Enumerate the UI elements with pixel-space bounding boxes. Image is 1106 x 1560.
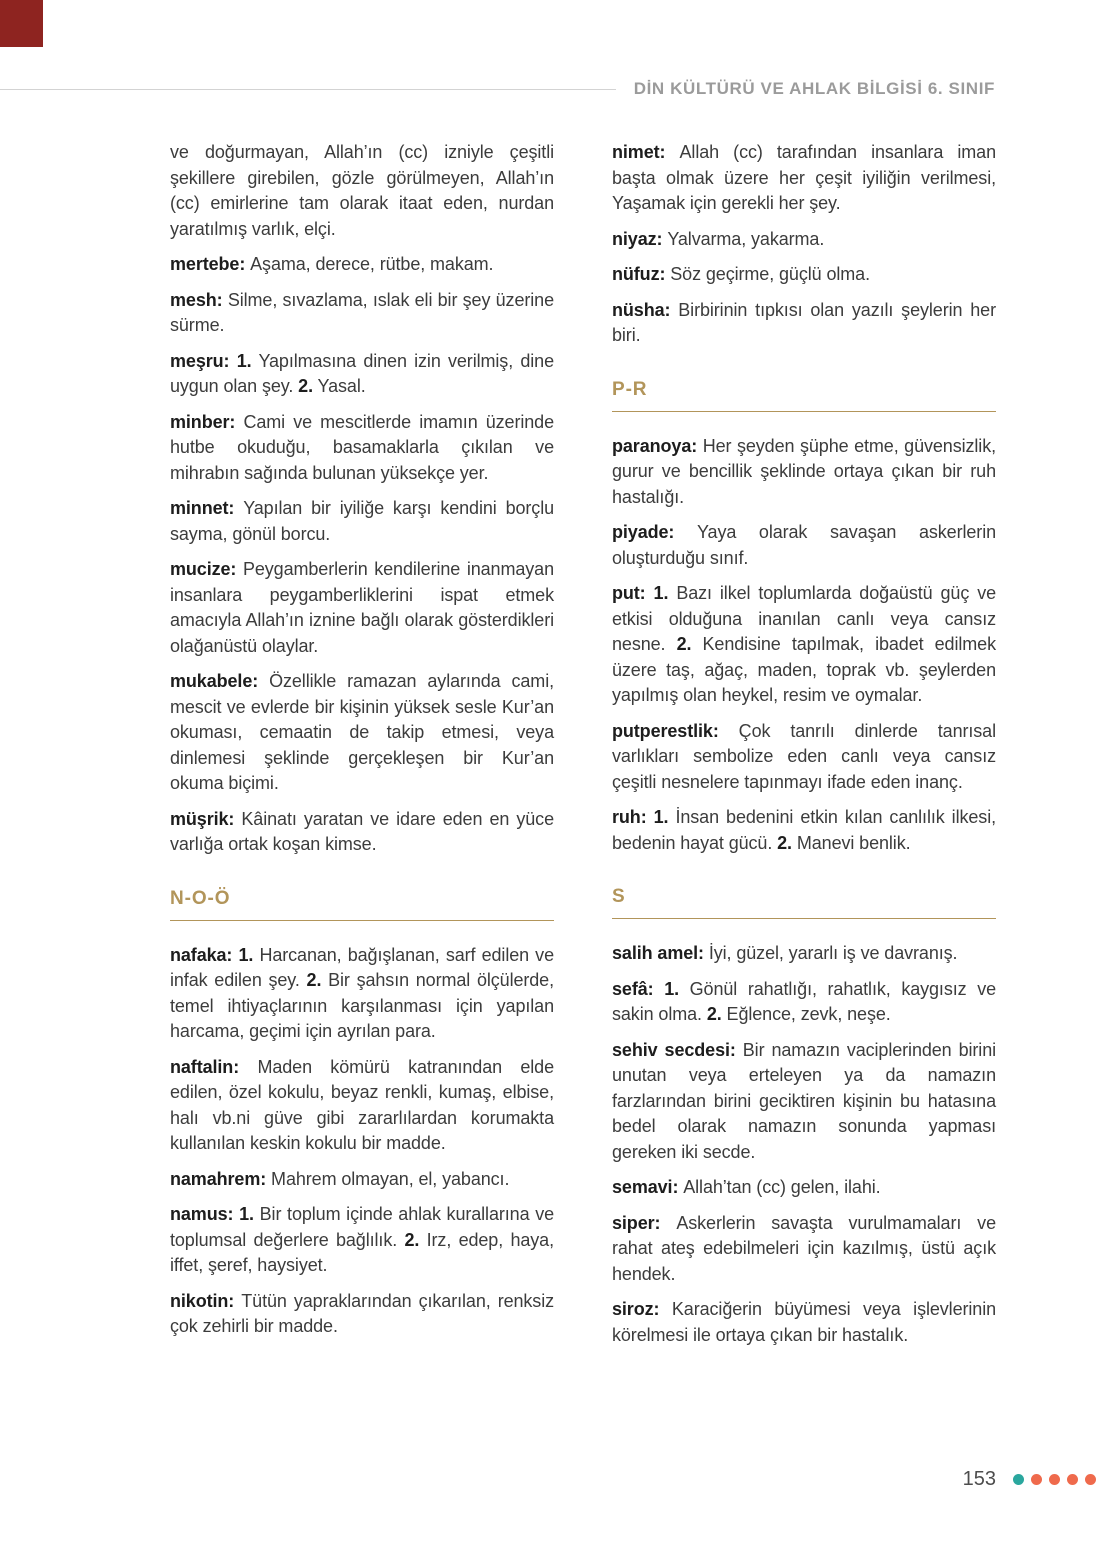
definition-text: Yalvarma, yakarma. — [667, 228, 825, 249]
definition-text: Yapılan bir iyiliğe karşı kendini borçlu sayma, gönül borcu. — [170, 498, 555, 544]
glossary-term: mucize: — [170, 559, 243, 579]
section-heading: S — [612, 886, 996, 919]
definition-sense-number: 2. — [777, 832, 792, 853]
definition-text: Bir toplum içinde ahlak kurallarına ve toplumsal değerlere bağlılık. — [170, 1204, 555, 1250]
page-header — [0, 79, 995, 99]
glossary-entry — [170, 669, 554, 797]
definition-text: Eğlence, zevk, neşe. — [721, 1004, 891, 1024]
glossary-entry — [612, 434, 996, 511]
glossary-term: sefâ: — [612, 978, 665, 999]
glossary-entry — [170, 349, 554, 400]
definition-text: Gönül rahatlığı, rahatlık, kaygısız ve sakin olma. — [612, 978, 997, 1024]
glossary-term: meşru: — [170, 350, 237, 371]
glossary-entry — [612, 1175, 996, 1201]
definition-sense-number: 1. — [236, 350, 252, 371]
definition-text: Harcanan, bağışlanan, sarf edilen ve infak edilen şey. — [170, 944, 554, 990]
definition-sense-number: 2. — [706, 1004, 722, 1024]
glossary-term: nafaka: — [170, 944, 239, 965]
footer-dot — [1067, 1474, 1078, 1485]
glossary-entry — [170, 1167, 554, 1193]
definition-text: İnsan bedenini etkin kılan canlılık ilkesi, bedenin hayat gücü. — [612, 807, 996, 853]
glossary-term: mukabele: — [170, 671, 270, 691]
glossary-entry — [170, 410, 554, 487]
definition-text: Karaciğerin büyümesi veya işlevlerinin körelmesi ile ortaya çıkan bir hastalık. — [612, 1299, 997, 1345]
page-footer — [0, 1468, 1096, 1491]
glossary-entry — [612, 298, 996, 349]
definition-text: Yapılmasına dinen izin verilmiş, dine uygun olan şey. — [170, 350, 554, 396]
footer-dot — [1085, 1474, 1096, 1485]
glossary-entry — [170, 943, 554, 1045]
glossary-entry — [170, 288, 554, 339]
glossary-term: nüsha: — [612, 299, 679, 320]
footer-dot — [1049, 1474, 1060, 1485]
glossary-term: minber: — [170, 411, 244, 432]
definition-text: ve doğurmayan, Allah’ın (cc) izniyle çeşitli şekillere girebilen, gözle görülmeyen, Allah’ın (cc) emirlerine tam olarak itaat eden, nurdan yaratılmış varlık, elçi. — [170, 142, 554, 239]
glossary-entry — [170, 807, 554, 858]
definition-text: Irz, edep, haya, iffet, şeref, haysiyet. — [170, 1229, 554, 1275]
glossary-entry — [170, 1289, 554, 1340]
definition-text: Allah (cc) tarafından insanlara iman başta olmak üzere her çeşit iyiliğin verilmesi, Yaşamak için gerekli her şey. — [612, 142, 996, 213]
glossary-term: nüfuz: — [612, 264, 671, 284]
glossary-term: paranoya: — [612, 435, 703, 456]
glossary-entry — [612, 1297, 996, 1348]
definition-text: Birbirinin tıpkısı olan yazılı şeylerin her biri. — [612, 299, 996, 345]
definition-sense-number: 2. — [298, 376, 313, 396]
definition-text: Bir şahsın normal ölçülerde, temel ihtiyaçlarının karşılanması için yapılan harcama, geçimi için ayrılan para. — [170, 970, 554, 1041]
glossary-entry — [612, 1038, 996, 1166]
footer-dot — [1031, 1474, 1042, 1485]
glossary-term: müşrik: — [170, 808, 242, 829]
footer-dot — [1013, 1474, 1024, 1485]
definition-sense-number: 1. — [238, 944, 254, 965]
page-header-title: DİN KÜLTÜRÜ VE AHLAK BİLGİSİ 6. SINIF — [633, 79, 995, 98]
glossary-term: sehiv secdesi: — [612, 1039, 743, 1060]
definition-text: İyi, güzel, yararlı iş ve davranış. — [708, 943, 958, 963]
glossary-entry — [170, 496, 554, 547]
definition-text: Silme, sıvazlama, ıslak eli bir şey üzerine sürme. — [170, 289, 554, 335]
glossary-entry — [170, 252, 554, 278]
continuation-text — [170, 140, 554, 242]
glossary-term: minnet: — [170, 498, 244, 518]
definition-sense-number: 2. — [306, 970, 322, 990]
header-rule — [0, 89, 616, 90]
definition-text: Aşama, derece, rütbe, makam. — [250, 254, 494, 274]
glossary-entry — [612, 941, 996, 967]
glossary-term: put: — [612, 583, 654, 603]
footer-dots — [1013, 1474, 1096, 1485]
glossary-term: mesh: — [170, 289, 228, 310]
glossary-entry — [612, 227, 996, 253]
definition-text: Mahrem olmayan, el, yabancı. — [271, 1168, 510, 1189]
definition-text: Söz geçirme, güçlü olma. — [670, 264, 870, 284]
glossary-term: nikotin: — [170, 1290, 242, 1311]
glossary-entry — [612, 1211, 996, 1288]
glossary-term: semavi: — [612, 1177, 684, 1197]
glossary-term: naftalin: — [170, 1056, 258, 1077]
definition-text: Özellikle ramazan aylarında cami, mescit ve evlerde bir kişinin yüksek sesle Kur’an okuması, cemaatin de takip etmesi, veya dinlemesi şeklinde gerçekleşen bir Kur’an okuma biçimi. — [170, 671, 554, 793]
definition-text: Bazı ilkel toplumlarda doğaüstü güç ve etkisi olduğuna inanılan canlı veya cansız nesne. — [612, 583, 997, 654]
glossary-term: putperestlik: — [612, 720, 739, 741]
glossary-term: siroz: — [612, 1299, 672, 1319]
glossary-entry — [170, 1202, 554, 1279]
definition-text: Tütün yapraklarından çıkarılan, renksiz çok zehirli bir madde. — [170, 1290, 555, 1336]
definition-text: Bir namazın vaciplerinden birini unutan veya erteleyen ya da namazın farzlarından birini geciktiren kişinin bu hatasına bedel olarak namazın sonunda yapması gereken iki secde. — [612, 1039, 997, 1162]
definition-sense-number: 1. — [664, 978, 679, 999]
definition-text: Allah’tan (cc) gelen, ilahi. — [683, 1177, 881, 1197]
glossary-term: piyade: — [612, 522, 697, 542]
glossary-entry — [612, 977, 996, 1028]
definition-text: Kâinatı yaratan ve idare eden en yüce varlığa ortak koşan kimse. — [170, 808, 554, 854]
definition-text: Maden kömürü katranından elde edilen, özel kokulu, beyaz renkli, kumaş, elbise, halı vb.ni güve gibi zararlılardan korumakta kullanılan keskin kokulu bir madde. — [170, 1056, 555, 1153]
definition-sense-number: 2. — [404, 1229, 420, 1250]
definition-sense-number: 1. — [239, 1204, 254, 1224]
glossary-entry — [612, 140, 996, 217]
definition-text: Cami ve mescitlerde imamın üzerinde hutbe okuduğu, basamaklarla çıkılan ve mihrabın sağında bulunan yüksekçe yer. — [170, 411, 554, 483]
glossary-term: ruh: — [612, 807, 654, 827]
section-heading: N-O-Ö — [170, 888, 554, 921]
definition-text: Yasal. — [312, 376, 366, 396]
definition-text: Her şeyden şüphe etme, güvensizlik, gurur ve bencillik şeklinde ortaya çıkan bir ruh hastalığı. — [612, 435, 997, 507]
definition-text: Manevi benlik. — [791, 832, 911, 853]
definition-sense-number: 1. — [653, 807, 669, 827]
definition-sense-number: 1. — [653, 583, 669, 603]
definition-text: Askerlerin savaşta vurulmamaları ve rahat ateş edebilmeleri için kazılmış, üstü açık hendek. — [612, 1212, 996, 1284]
glossary-entry — [612, 719, 996, 796]
glossary-term: niyaz: — [612, 228, 668, 249]
glossary-term: namahrem: — [170, 1168, 272, 1189]
glossary-term: namus: — [170, 1204, 240, 1224]
glossary-content — [170, 140, 996, 1358]
glossary-entry — [612, 581, 996, 709]
definition-text: Peygamberlerin kendilerine inanmayan insanlara peygamberliklerini ispat etmek amacıyla Allah’ın iznine bağlı olarak gösterdikleri olağanüstü olaylar. — [170, 559, 554, 656]
glossary-column-left — [170, 140, 554, 1350]
glossary-entry — [612, 262, 996, 288]
glossary-term: nimet: — [612, 142, 680, 162]
definition-text: Kendisine tapılmak, ibadet edilmek üzere taş, ağaç, maden, toprak vb. şeylerden yapılmış olan heykel, resim ve oymalar. — [612, 634, 996, 705]
section-heading: P-R — [612, 379, 996, 412]
glossary-entry — [612, 520, 996, 571]
definition-text: Yaya olarak savaşan askerlerin oluşturduğu sınıf. — [612, 522, 996, 568]
glossary-entry — [612, 805, 996, 856]
glossary-entry — [170, 1055, 554, 1157]
glossary-column-right — [612, 140, 996, 1358]
glossary-entry — [170, 557, 554, 659]
page-number: 153 — [962, 1468, 996, 1490]
glossary-term: salih amel: — [612, 943, 709, 963]
glossary-term: siper: — [612, 1212, 677, 1233]
definition-sense-number: 2. — [676, 634, 692, 654]
corner-accent — [0, 0, 43, 47]
glossary-term: mertebe: — [170, 254, 251, 274]
definition-text: Çok tanrılı dinlerde tanrısal varlıkları sembolize eden canlı veya cansız çeşitli nesnelere tapınmayı ifade eden inanç. — [612, 720, 996, 792]
